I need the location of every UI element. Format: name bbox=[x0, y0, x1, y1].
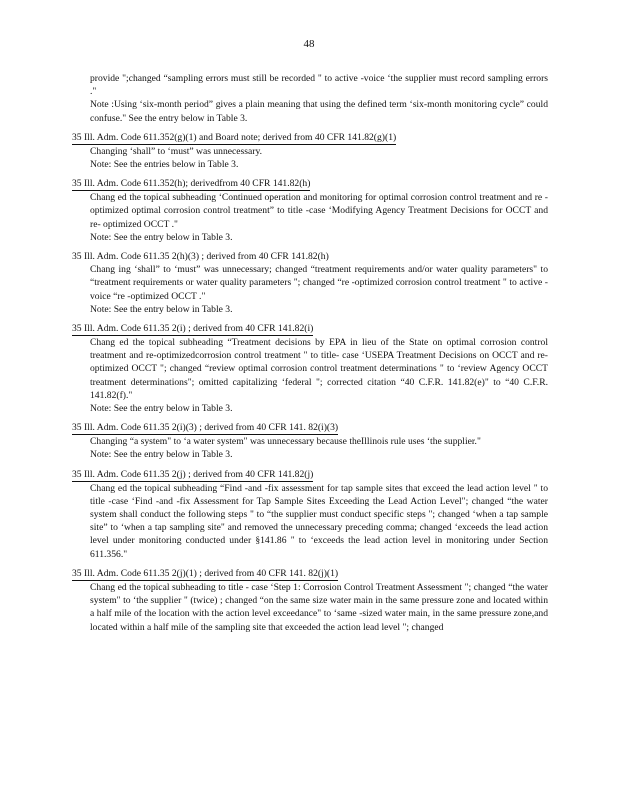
entry-note: Note: See the entry below in Table 3. bbox=[90, 403, 233, 415]
entry-note: Note: See the entries below in Table 3. bbox=[90, 159, 239, 171]
table-entry bbox=[72, 131, 548, 171]
table-entry bbox=[72, 177, 548, 244]
entry-note: Note: See the entry below in Table 3. bbox=[90, 449, 233, 461]
entry-note: Note: See the entry below in Table 3. bbox=[90, 303, 233, 315]
entry-comment: Changing ‘shall” to ‘must” was unnecessary. bbox=[90, 145, 263, 157]
table-entry bbox=[72, 250, 548, 316]
entry-heading: 35 Ill. Adm. Code 611.35 2(j) ; derived from 40 CFR 141.82(j) bbox=[72, 468, 314, 480]
entry-comment: Chang ed the topical subheading “Find -and -fix assessment for tap sample sites that exceed the lead action level " to title -case ‘Find -and -fix Assessment for Tap Sample Sites Exceeding the Lead Action Level"; changed “the water system shall conduct the following steps " to “the supplier must conduct specific steps "; changed ‘when a tap sample site” to ‘when a tap sampling site" and removed the unnecessary preceding comma; changed ‘exceeds the lead action level under monitoring conducted under §141.86 " to ‘exceeds the lead action level in monitoring under Section 611.356." bbox=[90, 482, 548, 560]
table-entry bbox=[72, 468, 548, 561]
entry-heading: 35 Ill. Adm. Code 611.35 2(i) ; derived from 40 CFR 141.82(i) bbox=[72, 323, 314, 335]
table-entry bbox=[72, 322, 548, 415]
entry-comment: Chang ed the topical subheading ‘Continued operation and monitoring for optimal corrosion control treatment and re -optimized optimal corrosion control treatment” to title -case ‘Modifying Agency Treatment Decisions for OCCT and re- optimized OCCT ." bbox=[90, 192, 548, 230]
entry-comment: Changing “a system" to ‘a water system" was unnecessary because theIllinois rule uses ‘the supplier." bbox=[90, 436, 481, 448]
lead-in-note: Note :Using ‘six-month period” gives a plain meaning that using the defined term ‘six-month monitoring cycle” could confuse." See the entry below in Table 3. bbox=[90, 99, 548, 124]
lead-in-block bbox=[72, 72, 548, 125]
entry-heading: 35 Ill. Adm. Code 611.35 2(j)(1) ; derived from 40 CFR 141. 82(j)(1) bbox=[72, 567, 339, 579]
lead-in-paragraph: provide ";changed “sampling errors must still be recorded " to active -voice ‘the supplier must record sampling errors ." bbox=[90, 73, 548, 98]
entry-heading: 35 Ill. Adm. Code 611.35 2(i)(3) ; derived from 40 CFR 141. 82(i)(3) bbox=[72, 422, 339, 434]
entry-heading: 35 Ill. Adm. Code 611.35 2(h)(3) ; derived from 40 CFR 141.82(h) bbox=[72, 251, 329, 263]
page-number: 48 bbox=[303, 38, 315, 50]
page-content bbox=[72, 72, 548, 640]
table-entry bbox=[72, 567, 548, 634]
entry-note: Note: See the entry below in Table 3. bbox=[90, 231, 233, 243]
entry-heading: 35 Ill. Adm. Code 611.352(g)(1) and Board note; derived from 40 CFR 141.82(g)(1) bbox=[72, 131, 397, 143]
table-entry bbox=[72, 421, 548, 461]
entry-comment: Chang ing ‘shall” to ‘must” was unnecessary; changed “treatment requirements and/or water quality parameters" to “treatment requirements or water quality parameters "; changed “re -optimized corrosion control treatment " to active -voice “re -optimized OCCT ." bbox=[90, 264, 548, 302]
entry-heading: 35 Ill. Adm. Code 611.352(h); derivedfrom 40 CFR 141.82(h) bbox=[72, 178, 311, 190]
entry-comment: Chang ed the topical subheading to title - case ‘Step 1: Corrosion Control Treatment Assessment "; changed “the water system" to ‘the supplier " (twice) ; changed “on the same size water main in the same pressure zone and located within a half mile of the location with the action level exceedance" to ‘same -sized water main, in the same pressure zone,and located within a half mile of the sampling site that exceeded the action lead level "; changed bbox=[90, 581, 548, 633]
entry-comment: Chang ed the topical subheading “Treatment decisions by EPA in lieu of the State on optimal corrosion control treatment and re-optimizedcorrosion control treatment " to title- case ‘USEPA Treatment Decisions on OCCT and re- optimized OCCT "; changed “review optimal corrosion control treatment determinations " to ‘review Agency OCCT treatment determinations"; omitted capitalizing ‘federal "; corrected citation “40 C.F.R. 141.82(e)" to “40 C.F.R. 141.82(f)." bbox=[90, 337, 548, 401]
